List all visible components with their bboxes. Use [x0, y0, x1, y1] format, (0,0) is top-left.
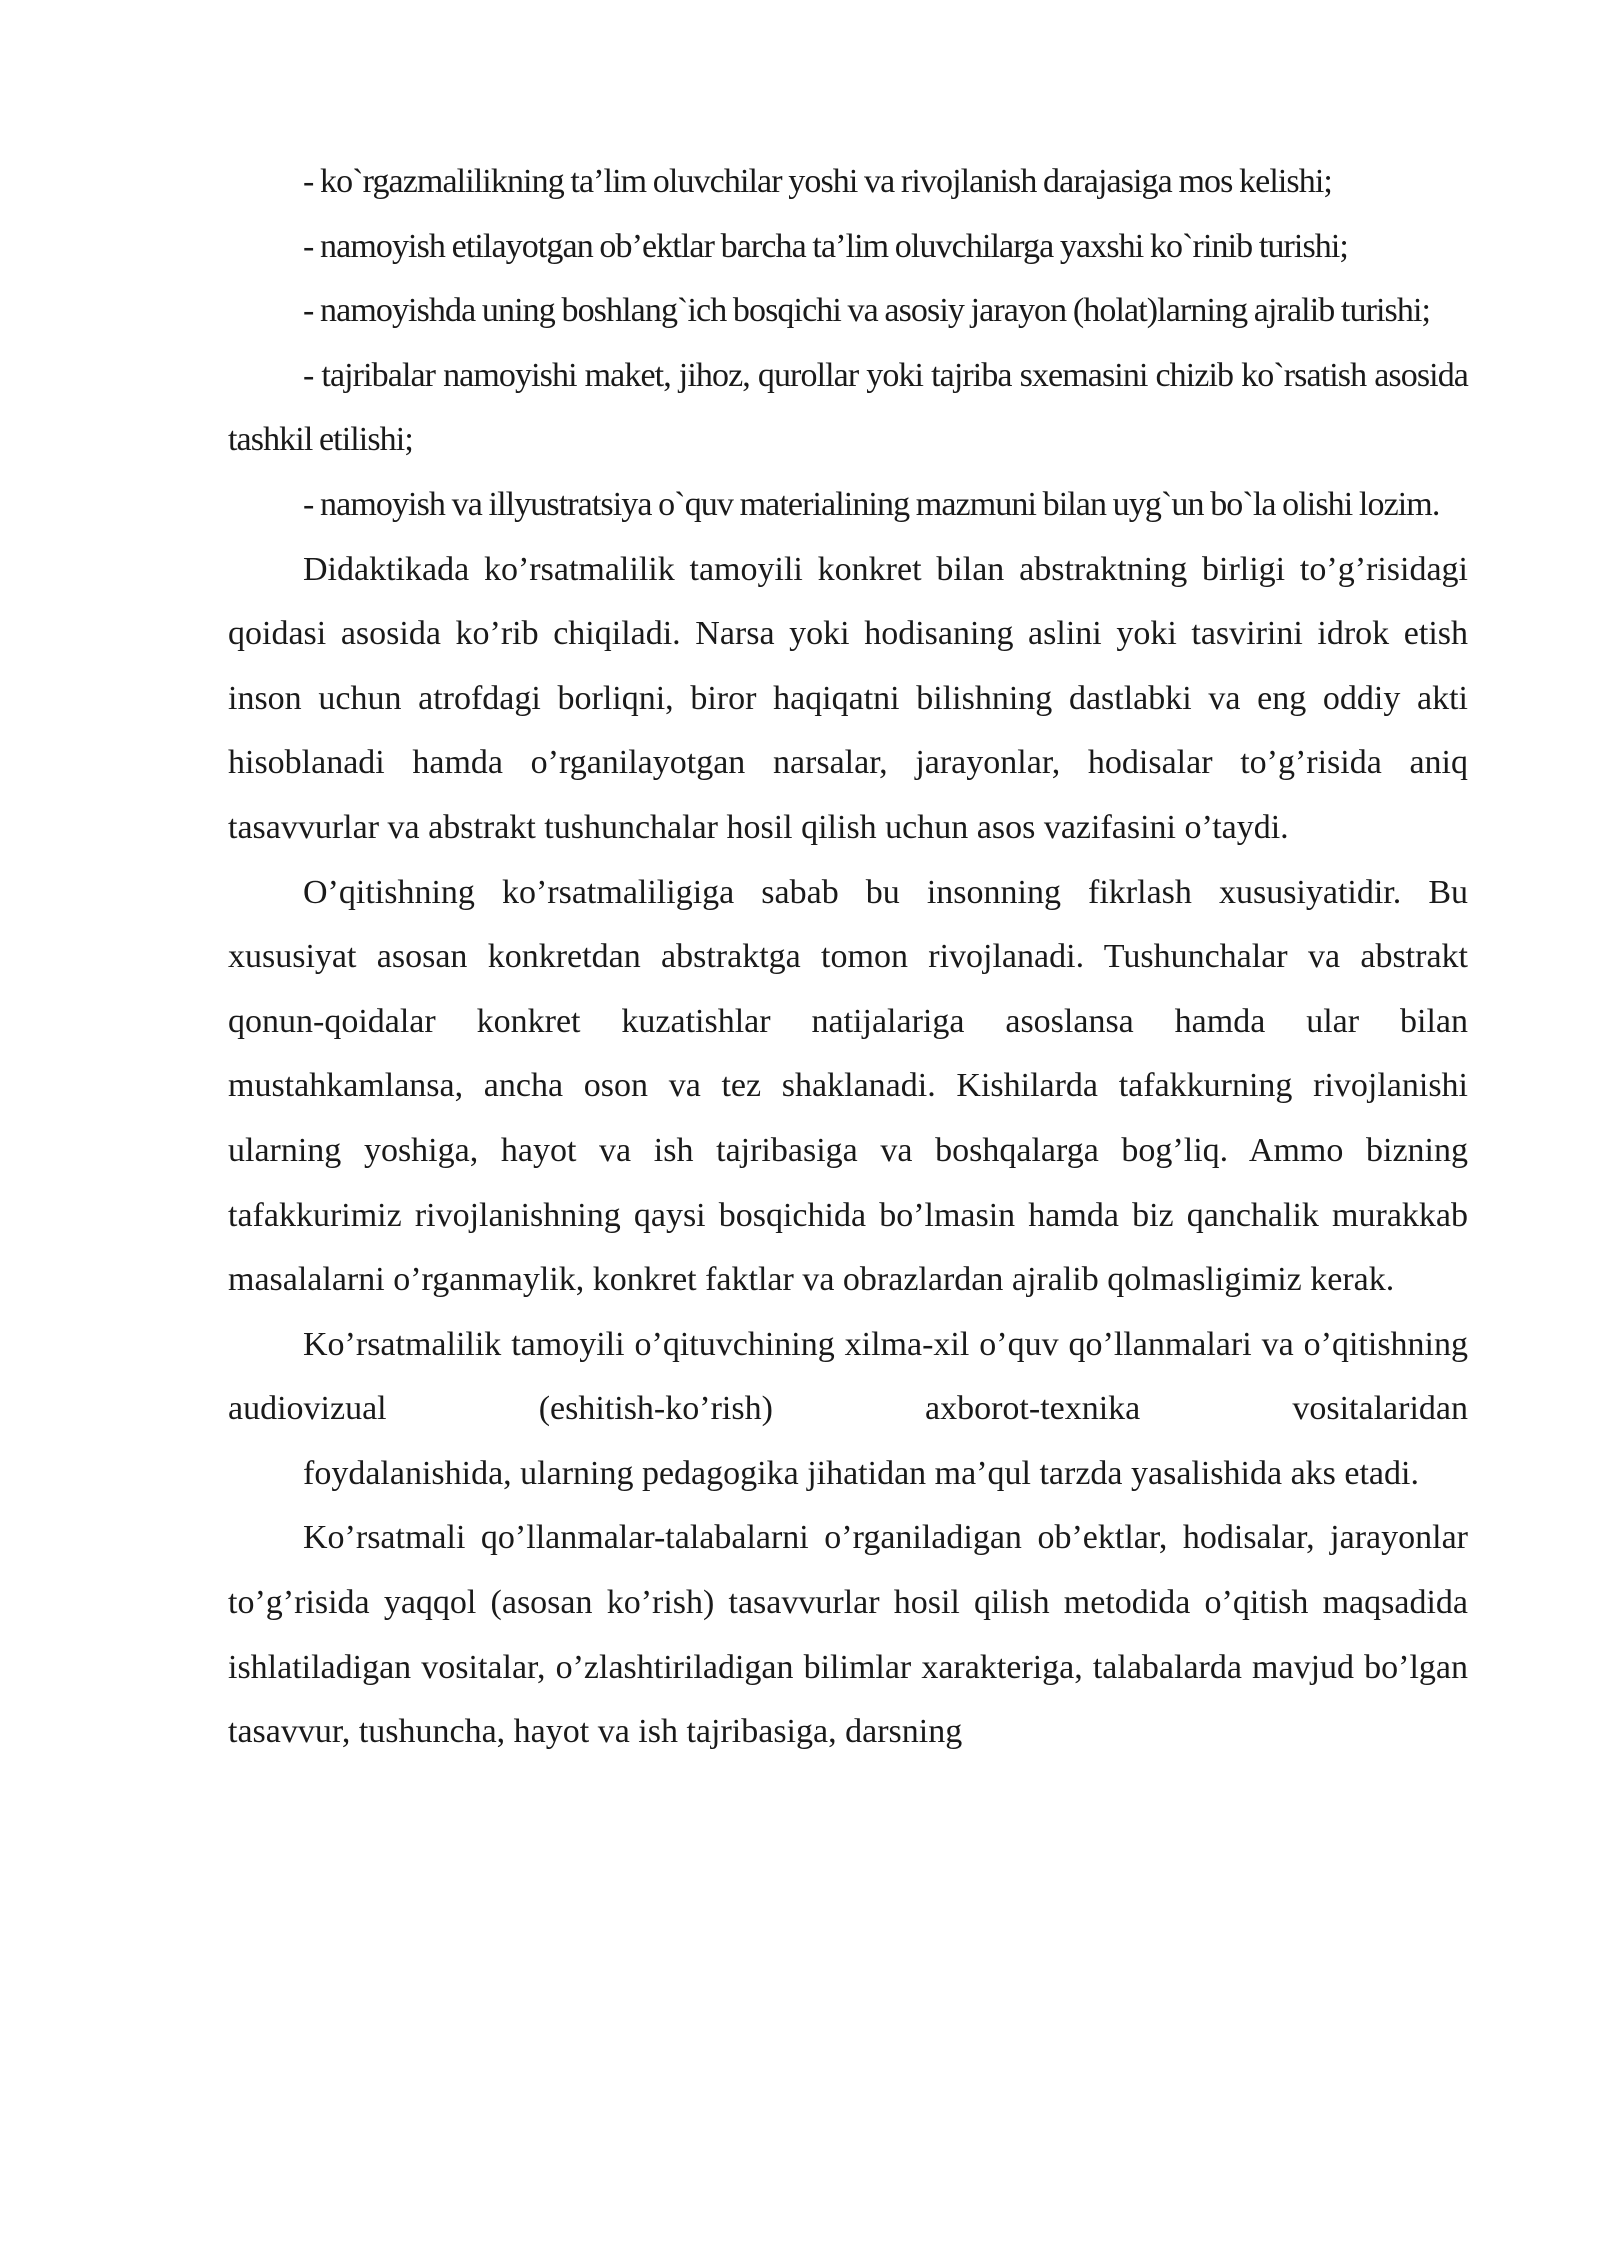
bullet-item: - ko`rgazmalilikning ta’lim oluvchilar yoshi va rivojlanish darajasiga mos kelishi;	[303, 163, 1332, 200]
body-paragraph: Ko’rsatmalilik tamoyili o’qituvchining xilma-xil o’quv qo’llanmalari va o’qitishning audiovizual (eshitish-ko’rish) axborot-texnika vositalaridan	[228, 1325, 1468, 1428]
body-paragraph: foydalanishida, ularning pedagogika jihatidan ma’qul tarzda yasalishida aks etadi.	[303, 1454, 1419, 1492]
bullet-item: - tajribalar namoyishi maket, jihoz, qurollar yoki tajriba sxemasini chizib ko`rsatish asosida tashkil etilishi;	[228, 356, 1468, 459]
document-body	[228, 150, 1468, 1765]
body-paragraph: Ko’rsatmali qo’llanmalar-talabalarni o’rganiladigan ob’ektlar, hodisalar, jarayonlar to’g’risida yaqqol (asosan ko’rish) tasavvurlar hosil qilish metodida o’qitish maqsadida ishlatiladigan vositalar, o’zlashtiriladigan bilimlar xarakteriga, talabalarda mavjud bo’lgan tasavvur, tushuncha, hayot va ish tajribasiga, darsning	[228, 1519, 1468, 1751]
bullet-item: - namoyishda uning boshlang`ich bosqichi va asosiy jarayon (holat)larning ajralib turishi;	[303, 292, 1431, 330]
bullet-item: - namoyish etilayotgan ob’ektlar barcha ta’lim oluvchilarga yaxshi ko`rinib turishi;	[303, 227, 1348, 265]
body-paragraph: O’qitishning ko’rsatmaliligiga sabab bu insonning fikrlash xususiyatidir. Bu xususiyat asosan konkretdan abstraktga tomon rivojlanadi. Tushunchalar va abstrakt qonun-qoidalar konkret kuzatishlar natijalariga asoslansa hamda ular bilan mustahkamlansa, ancha oson va tez shaklanadi. Kishilarda tafakkurning rivojlanishi ularning yoshiga, hayot va ish tajribasiga va boshqalarga bog’liq. Ammo bizning tafakkurimiz rivojlanishning qaysi bosqichida bo’lmasin hamda biz qanchalik murakkab masalalarni o’rganmaylik, konkret faktlar va obrazlardan ajralib qolmasligimiz kerak.	[228, 873, 1468, 1299]
bullet-item: - namoyish va illyustratsiya o`quv materialining mazmuni bilan uyg`un bo`la olishi lozim.	[303, 485, 1440, 523]
body-paragraph: Didaktikada ko’rsatmalilik tamoyili konkret bilan abstraktning birligi to’g’risidagi qoidasi asosida ko’rib chiqiladi. Narsa yoki hodisaning aslini yoki tasvirini idrok etish inson uchun atrofdagi borliqni, biror haqiqatni bilishning dastlabki va eng oddiy akti hisoblanadi hamda o’rganilayotgan narsalar, jarayonlar, hodisalar to’g’risida aniq tasavvurlar va abstrakt tushunchalar hosil qilish uchun asos vazifasini o’taydi.	[228, 550, 1468, 846]
